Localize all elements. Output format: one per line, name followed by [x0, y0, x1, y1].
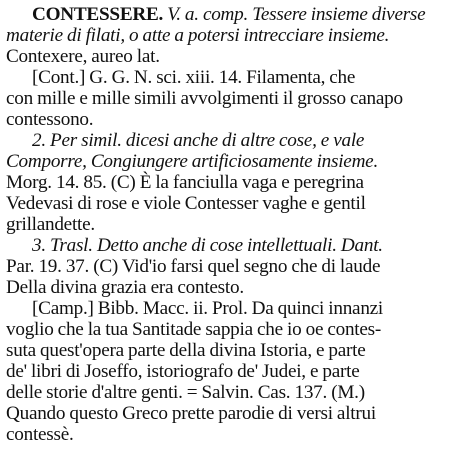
- entry-line-2: materie di filati, o atte a potersi intrecciare insieme.: [6, 25, 390, 46]
- entry-line-16: voglio che la tua Santitade sappia che io oe contes-: [6, 319, 382, 340]
- entry-line-5: con mille e mille simili avvolgimenti il grosso canapo: [6, 88, 403, 109]
- entry-line-21: contessè.: [6, 424, 74, 445]
- entry-line-1: [32, 5, 425, 24]
- entry-line-19: delle storie d'altre genti. = Salvin. Cas. 137. (M.): [6, 382, 365, 403]
- entry-line-11: grillandette.: [6, 214, 95, 235]
- entry-line-8: Comporre, Congiungere artificiosamente insieme.: [6, 151, 378, 172]
- entry-line-13: Par. 19. 37. (C) Vid'io farsi quel segno che di laude: [6, 256, 381, 277]
- entry-line-7: 2. Per simil. dicesi anche di altre cose, e vale: [32, 130, 365, 151]
- entry-line-17: suta quest'opera parte della divina Istoria, e parte: [6, 340, 366, 361]
- entry-line-9: Morg. 14. 85. (C) È la fanciulla vaga e peregrina: [6, 172, 364, 193]
- entry-line-18: de' libri di Joseffo, istoriografo de' Judei, e parte: [6, 361, 360, 382]
- entry-line-15: [Camp.] Bibb. Macc. ii. Prol. Da quinci innanzi: [32, 298, 384, 319]
- entry-line-14: Della divina grazia era contesto.: [6, 277, 244, 298]
- entry-line-10: Vedevasi di rose e viole Contesser vaghe e gentil: [6, 193, 366, 214]
- entry-line-12: 3. Trasl. Detto anche di cose intellettuali. Dant.: [32, 235, 383, 256]
- entry-line-3: Contexere, aureo lat.: [6, 46, 160, 67]
- entry-line-6: contessono.: [6, 109, 94, 130]
- headword: CONTESSERE.: [32, 4, 164, 25]
- entry-line-20: Quando questo Greco prette parodie di versi altrui: [6, 403, 376, 424]
- entry-line-4: [Cont.] G. G. N. sci. xiii. 14. Filamenta, che: [32, 67, 356, 88]
- grammar-definition: V. a. comp. Tessere insieme diverse: [163, 4, 426, 25]
